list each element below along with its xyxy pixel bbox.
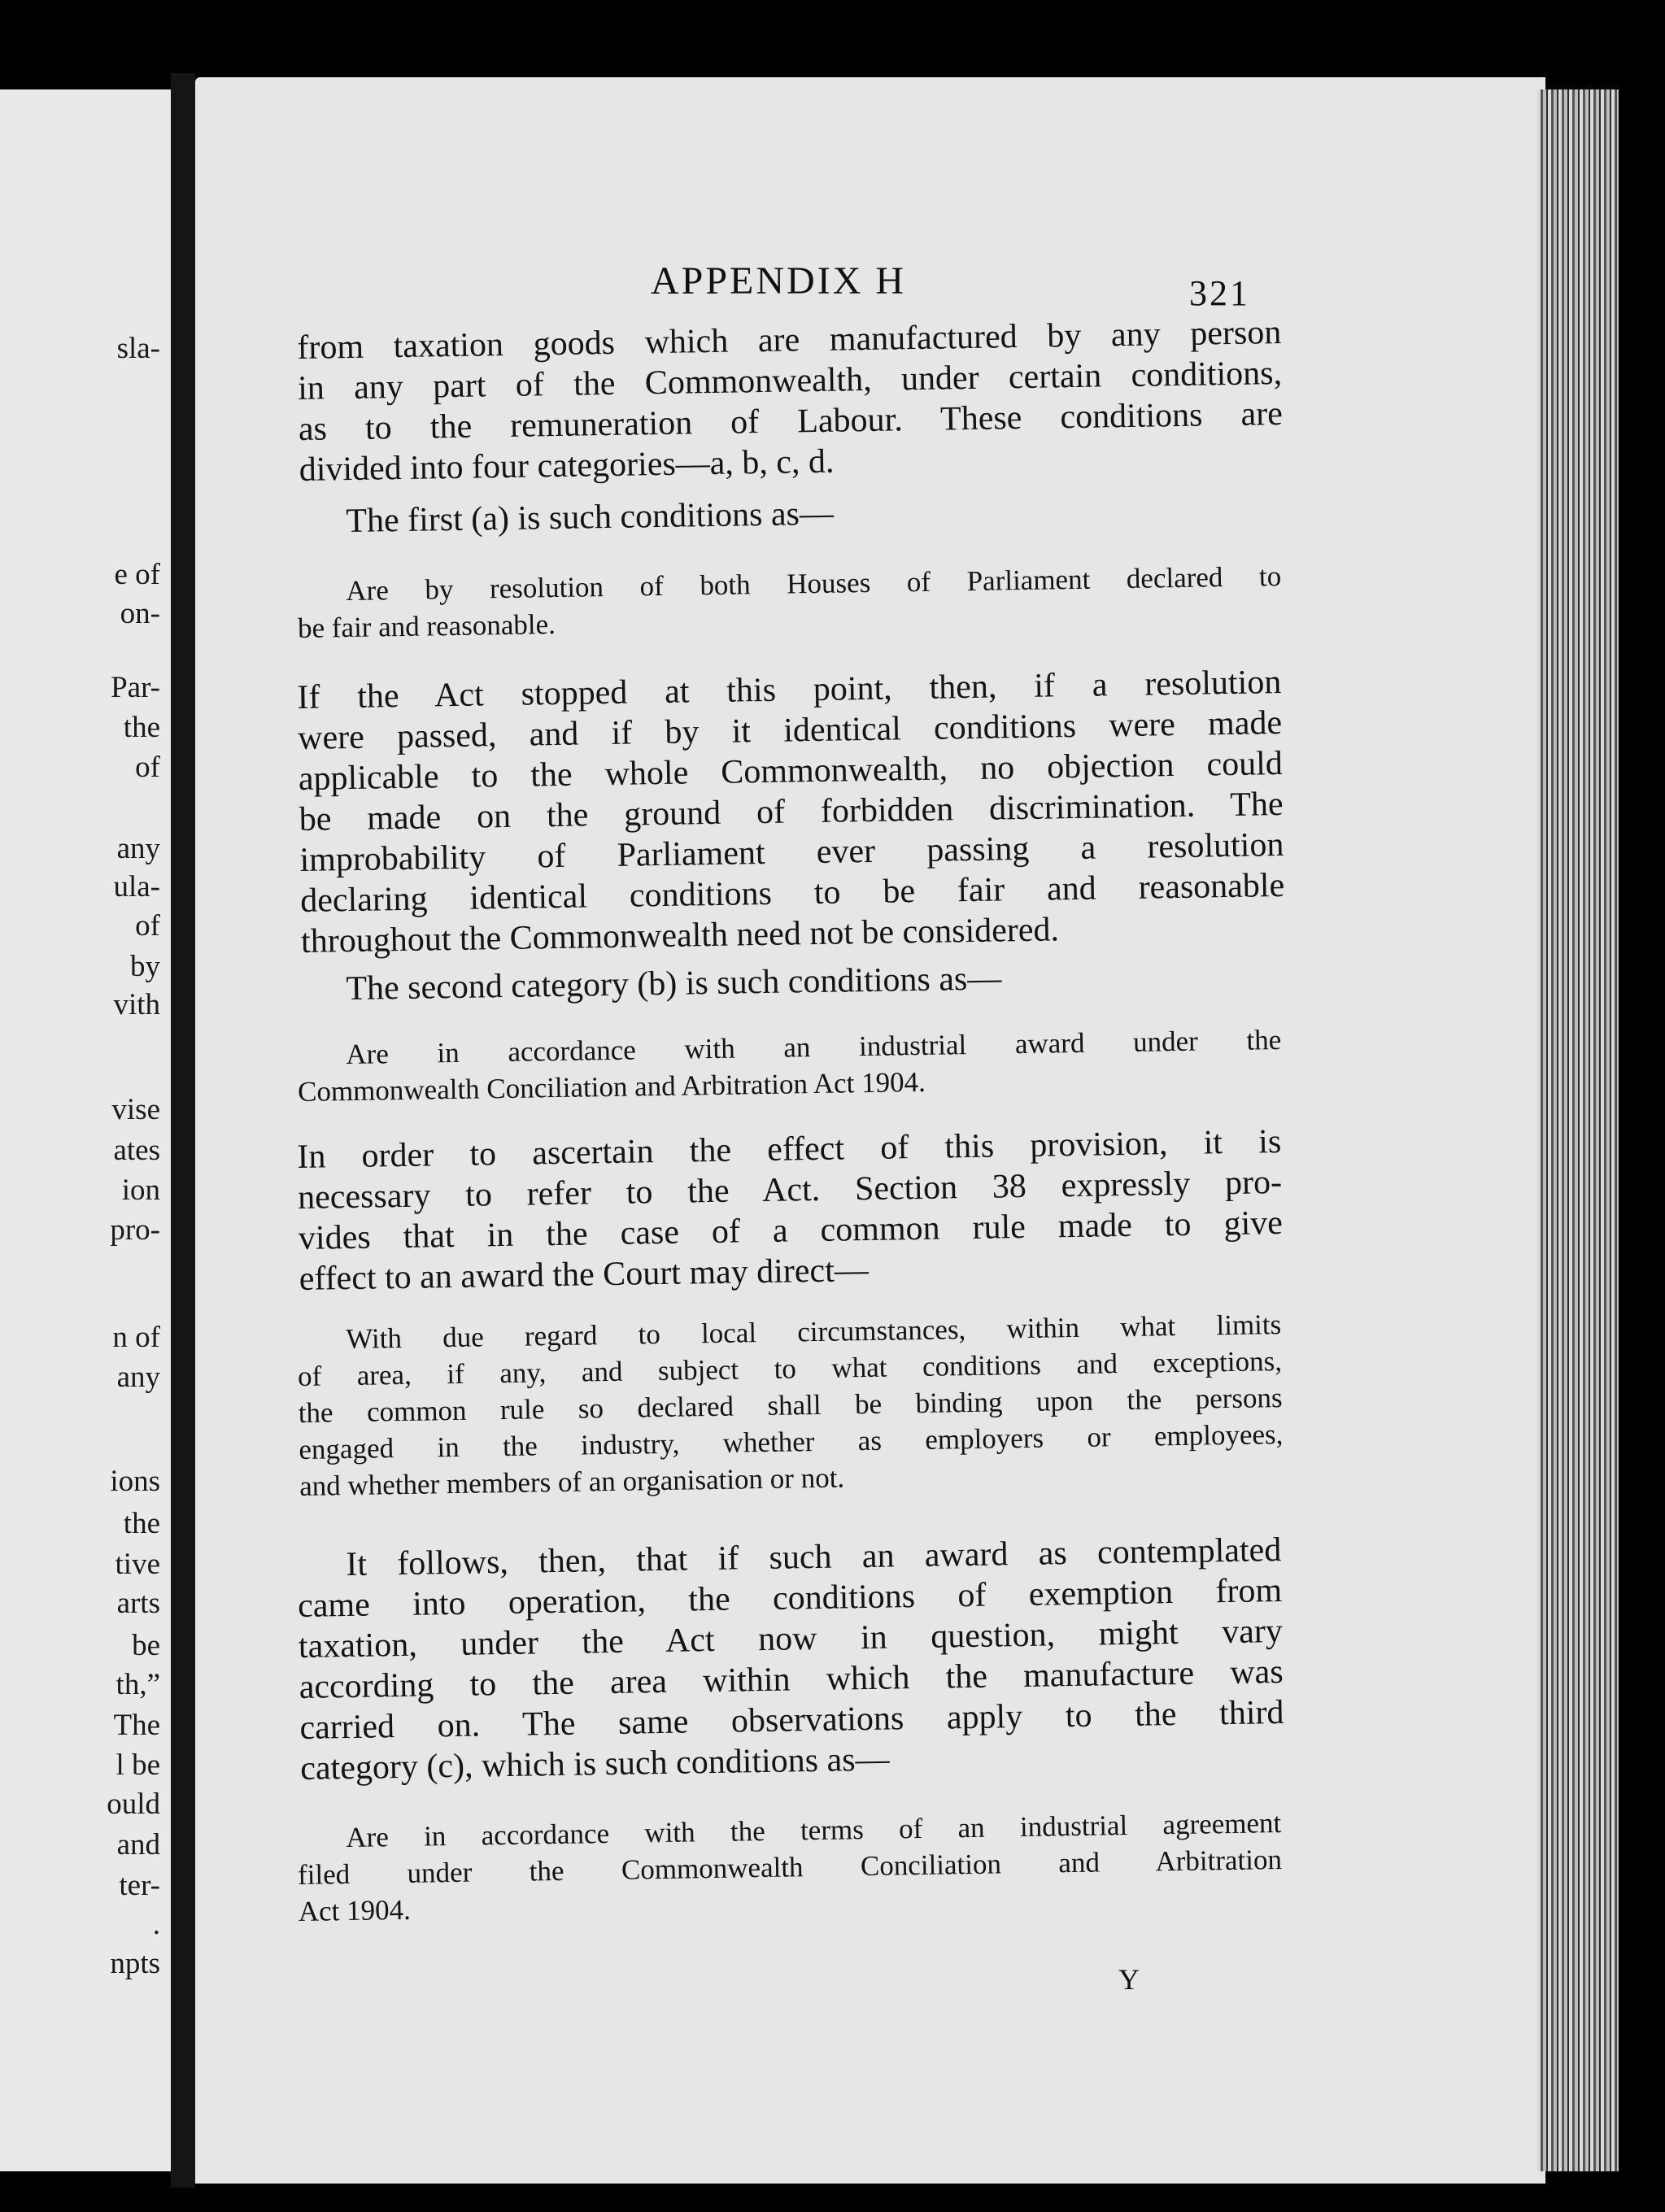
left-page-fragment: th,” [116, 1668, 160, 1701]
text-line: filed under the Commonwealth Conciliation and Arbitration [297, 1843, 1283, 1891]
left-page-fragment: by [130, 950, 160, 983]
left-page-fragment: ter- [119, 1869, 160, 1902]
left-page-fragment: vith [113, 988, 160, 1021]
body-paragraph [297, 662, 1285, 962]
text-line: In order to ascertain the effect of this provision, it is [297, 1122, 1282, 1176]
left-page-fragment: tive [115, 1548, 160, 1581]
left-page-fragment: the [123, 1507, 160, 1540]
left-page-fragment: sla- [116, 332, 160, 365]
left-page-fragment: Par- [111, 671, 160, 704]
text-line: category (c), which is such conditions as— [299, 1740, 890, 1787]
text-line: Are by resolution of both Houses of Parliament declared to [346, 560, 1282, 607]
text-line: engaged in the industry, whether as employers or employees, [299, 1417, 1284, 1465]
text-line: Are in accordance with the terms of an industrial agreement [346, 1806, 1282, 1854]
left-page-fragment: on- [120, 597, 160, 630]
text-line: With due regard to local circumstances, within what limits [346, 1308, 1282, 1356]
body-paragraph [297, 1530, 1285, 1789]
left-page-fragment: ions [110, 1465, 160, 1498]
text-line: declaring identical conditions to be fair and reasonable [299, 866, 1285, 920]
body-paragraph [297, 312, 1284, 490]
text-line: from taxation goods which are manufactured by any person [297, 313, 1282, 367]
quote-paragraph [297, 1021, 1282, 1110]
left-page-fragment: ates [113, 1134, 160, 1167]
left-page-fragment: any [116, 1361, 160, 1394]
text-line: as to the remuneration of Labour. These conditions are [298, 394, 1284, 448]
text-line: It follows, then, that if such an award as contemplated [346, 1531, 1282, 1584]
text-line: be made on the ground of forbidden discrimination. The [299, 785, 1284, 838]
signature-mark: Y [1118, 1963, 1140, 1996]
quote-paragraph [297, 1805, 1283, 1930]
left-page-fragment: ion [121, 1173, 160, 1207]
text-line: If the Act stopped at this point, then, if a resolution [297, 663, 1282, 716]
page-edges [1537, 89, 1619, 2171]
left-page-fragment: of [135, 751, 160, 784]
text-line: came into operation, the conditions of exemption from [297, 1571, 1283, 1625]
left-page-fragment: vise [111, 1093, 160, 1126]
text-line: The first (a) is such conditions as— [346, 494, 835, 541]
left-page-fragment: . [152, 1908, 160, 1941]
left-page [0, 89, 175, 2171]
left-page-fragment: the [123, 711, 160, 744]
body-paragraph [297, 1121, 1284, 1300]
left-page-fragment: ould [107, 1787, 160, 1821]
text-line: The second category (b) is such conditions as— [346, 960, 1002, 1008]
page-number: 321 [1189, 273, 1250, 313]
text-line: Commonwealth Conciliation and Arbitration Act 1904. [297, 1065, 926, 1108]
text-line: necessary to refer to the Act. Section 38 expressly pro- [297, 1163, 1283, 1217]
left-page-fragment: n of [112, 1321, 160, 1354]
left-page-fragment: of [135, 909, 160, 943]
text-line: be fair and reasonable. [297, 608, 556, 644]
left-page-fragment: npts [110, 1947, 160, 1980]
quote-paragraph [297, 1306, 1284, 1504]
text-line: the common rule so declared shall be binding upon the persons [298, 1381, 1283, 1429]
text-line: effect to an award the Court may direct— [299, 1251, 870, 1298]
text-line: divided into four categories—a, b, c, d. [299, 442, 835, 489]
quote-paragraph [297, 558, 1282, 647]
text-line: Act 1904. [298, 1893, 412, 1927]
left-page-fragment: and [116, 1828, 160, 1861]
text-line: improbability of Parliament ever passing a resolution [299, 825, 1284, 879]
text-line: according to the area within which the manufacture was [299, 1652, 1284, 1706]
left-page-fragment: The [113, 1709, 160, 1742]
left-page-fragment: be [132, 1629, 160, 1662]
left-page-fragment: any [116, 832, 160, 865]
text-line: Are in accordance with an industrial award under the [346, 1023, 1282, 1071]
running-head: APPENDIX H [651, 259, 907, 303]
text-line: were passed, and if by it identical conditions were made [297, 703, 1283, 757]
left-page-fragment: pro- [110, 1213, 160, 1247]
text-line: in any part of the Commonwealth, under certain conditions, [297, 354, 1283, 407]
left-page-fragment: l be [116, 1748, 160, 1782]
text-line: throughout the Commonwealth need not be considered. [300, 911, 1060, 960]
text-line: carried on. The same observations apply to the third [299, 1693, 1284, 1747]
book-gutter [171, 73, 195, 2188]
text-line: applicable to the whole Commonwealth, no objection could [298, 744, 1284, 798]
text-line: vides that in the case of a common rule made to give [298, 1204, 1284, 1257]
left-page-fragment: arts [116, 1587, 160, 1620]
left-page-fragment: e of [114, 558, 160, 591]
text-line: of area, if any, and subject to what conditions and exceptions, [297, 1344, 1283, 1392]
text-line: taxation, under the Act now in question, might vary [298, 1612, 1284, 1666]
text-line: and whether members of an organisation or not. [299, 1461, 845, 1502]
left-page-fragment: ula- [113, 870, 160, 904]
